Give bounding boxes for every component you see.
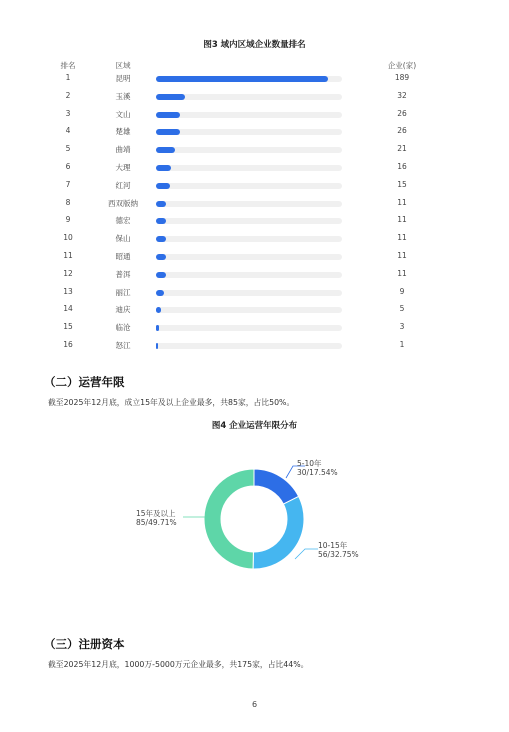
count-cell: 11 bbox=[397, 251, 407, 260]
table-row bbox=[0, 106, 509, 124]
region-cell: 大理 bbox=[115, 163, 131, 172]
count-cell: 9 bbox=[399, 286, 405, 296]
bar-track bbox=[156, 290, 342, 296]
count-cell: 26 bbox=[397, 126, 407, 136]
section3-text: 截至2025年12月底，1000万-5000万元企业最多，共175家，占比44%。 bbox=[48, 660, 309, 669]
region-cell: 玉溪 bbox=[115, 91, 131, 101]
bar-track bbox=[156, 112, 342, 118]
bar-track bbox=[156, 218, 342, 224]
count-cell: 26 bbox=[397, 108, 407, 118]
section3-heading: （三）注册资本 bbox=[44, 637, 125, 651]
bar-fill bbox=[156, 183, 170, 189]
table-row bbox=[0, 212, 509, 230]
fig4-title: 图4 企业运营年限分布 bbox=[211, 421, 298, 431]
bar-fill bbox=[156, 165, 171, 171]
bar-track bbox=[156, 147, 342, 153]
bar-track bbox=[156, 236, 342, 242]
fig4-label-15plus bbox=[136, 509, 177, 527]
fig3-header-rank: 排名 bbox=[60, 61, 76, 70]
table-row bbox=[0, 195, 509, 213]
rank-cell: 1 bbox=[65, 73, 71, 82]
count-cell: 21 bbox=[397, 144, 407, 154]
region-cell: 迪庆 bbox=[115, 305, 131, 315]
bar-fill bbox=[156, 236, 166, 242]
fig3-title: 图3 域内区域企业数量排名 bbox=[203, 40, 306, 50]
table-row bbox=[0, 177, 509, 195]
table-row bbox=[0, 319, 509, 337]
count-cell: 11 bbox=[397, 197, 407, 207]
table-row bbox=[0, 88, 509, 106]
bar-track bbox=[156, 76, 342, 82]
fig3-header-region: 区域 bbox=[115, 61, 131, 70]
rank-cell: 7 bbox=[65, 179, 71, 189]
bar-fill bbox=[156, 76, 328, 82]
rank-cell: 12 bbox=[63, 268, 73, 278]
bar-fill bbox=[156, 147, 175, 153]
count-cell: 11 bbox=[397, 215, 407, 225]
rank-cell: 16 bbox=[63, 340, 73, 349]
rank-cell: 10 bbox=[63, 233, 73, 243]
rank-cell: 5 bbox=[65, 144, 71, 154]
rank-cell: 14 bbox=[63, 304, 73, 314]
bar-track bbox=[156, 254, 342, 260]
count-cell: 16 bbox=[397, 162, 407, 171]
fig4-label-10-15 bbox=[318, 541, 359, 559]
table-row bbox=[0, 141, 509, 159]
table-row bbox=[0, 301, 509, 319]
region-cell: 德宏 bbox=[115, 216, 131, 226]
fig4-label-5-10-value: 30/17.54% bbox=[297, 468, 338, 477]
table-row bbox=[0, 266, 509, 284]
rank-cell: 3 bbox=[65, 108, 71, 118]
table-row bbox=[0, 248, 509, 266]
table-row bbox=[0, 230, 509, 248]
count-cell: 3 bbox=[399, 322, 405, 332]
count-cell: 11 bbox=[397, 268, 407, 278]
page-number: 6 bbox=[251, 700, 258, 709]
rank-cell: 6 bbox=[65, 162, 71, 171]
table-row bbox=[0, 284, 509, 302]
bar-fill bbox=[156, 290, 164, 296]
bar-fill bbox=[156, 201, 166, 207]
region-cell: 怒江 bbox=[115, 341, 131, 350]
bar-fill bbox=[156, 325, 159, 331]
table-row bbox=[0, 337, 509, 355]
bar-fill bbox=[156, 254, 166, 260]
fig4-label-15plus-name: 15年及以上 bbox=[136, 509, 176, 518]
fig4-label-10-15-value: 56/32.75% bbox=[318, 550, 359, 559]
count-cell: 15 bbox=[397, 179, 407, 189]
count-cell: 1 bbox=[399, 340, 405, 349]
region-cell: 临沧 bbox=[115, 323, 131, 333]
region-cell: 红河 bbox=[115, 180, 131, 190]
bar-track bbox=[156, 129, 342, 135]
bar-track bbox=[156, 272, 342, 278]
rank-cell: 9 bbox=[65, 215, 71, 225]
fig4-label-5-10-name: 5-10年 bbox=[297, 459, 322, 468]
fig4-donut-chart bbox=[0, 440, 509, 620]
bar-fill bbox=[156, 112, 180, 118]
region-cell: 楚雄 bbox=[115, 127, 131, 137]
fig4-label-15plus-value: 85/49.71% bbox=[136, 518, 177, 527]
table-row bbox=[0, 159, 509, 177]
bar-track bbox=[156, 94, 342, 100]
fig4-label-5-10 bbox=[297, 459, 338, 477]
count-cell: 11 bbox=[397, 233, 407, 243]
bar-track bbox=[156, 201, 342, 207]
fig3-header-count: 企业(家) bbox=[387, 61, 417, 70]
rank-cell: 15 bbox=[63, 322, 73, 332]
region-cell: 保山 bbox=[115, 234, 131, 244]
rank-cell: 4 bbox=[65, 126, 71, 136]
table-row bbox=[0, 70, 509, 88]
count-cell: 32 bbox=[397, 90, 407, 100]
count-cell: 5 bbox=[399, 304, 405, 314]
rank-cell: 8 bbox=[65, 197, 71, 207]
region-cell: 西双版纳 bbox=[108, 198, 138, 208]
region-cell: 昭通 bbox=[115, 252, 131, 261]
region-cell: 曲靖 bbox=[115, 145, 131, 155]
bar-fill bbox=[156, 218, 166, 224]
bar-track bbox=[156, 343, 342, 349]
bar-track bbox=[156, 165, 342, 171]
fig4-label-10-15-name: 10-15年 bbox=[318, 541, 348, 550]
leader-line-10-15 bbox=[295, 549, 318, 559]
bar-fill bbox=[156, 129, 180, 135]
rank-cell: 2 bbox=[65, 90, 71, 100]
bar-fill bbox=[156, 272, 166, 278]
section2-text: 截至2025年12月底，成立15年及以上企业最多，共85家，占比50%。 bbox=[48, 398, 295, 407]
bar-track bbox=[156, 183, 342, 189]
region-cell: 文山 bbox=[115, 109, 131, 119]
bar-fill bbox=[156, 94, 185, 100]
rank-cell: 13 bbox=[63, 286, 73, 296]
bar-fill bbox=[156, 307, 161, 313]
donut-slice-5-10 bbox=[254, 469, 299, 504]
count-cell: 189 bbox=[394, 73, 410, 82]
table-row bbox=[0, 123, 509, 141]
section2-heading: （二）运营年限 bbox=[44, 375, 125, 389]
bar-fill bbox=[156, 343, 158, 349]
region-cell: 普洱 bbox=[115, 269, 131, 279]
region-cell: 丽江 bbox=[115, 287, 131, 297]
region-cell: 昆明 bbox=[115, 74, 131, 83]
rank-cell: 11 bbox=[63, 251, 73, 260]
bar-track bbox=[156, 325, 342, 331]
donut-slice-15plus bbox=[204, 469, 254, 569]
bar-track bbox=[156, 307, 342, 313]
